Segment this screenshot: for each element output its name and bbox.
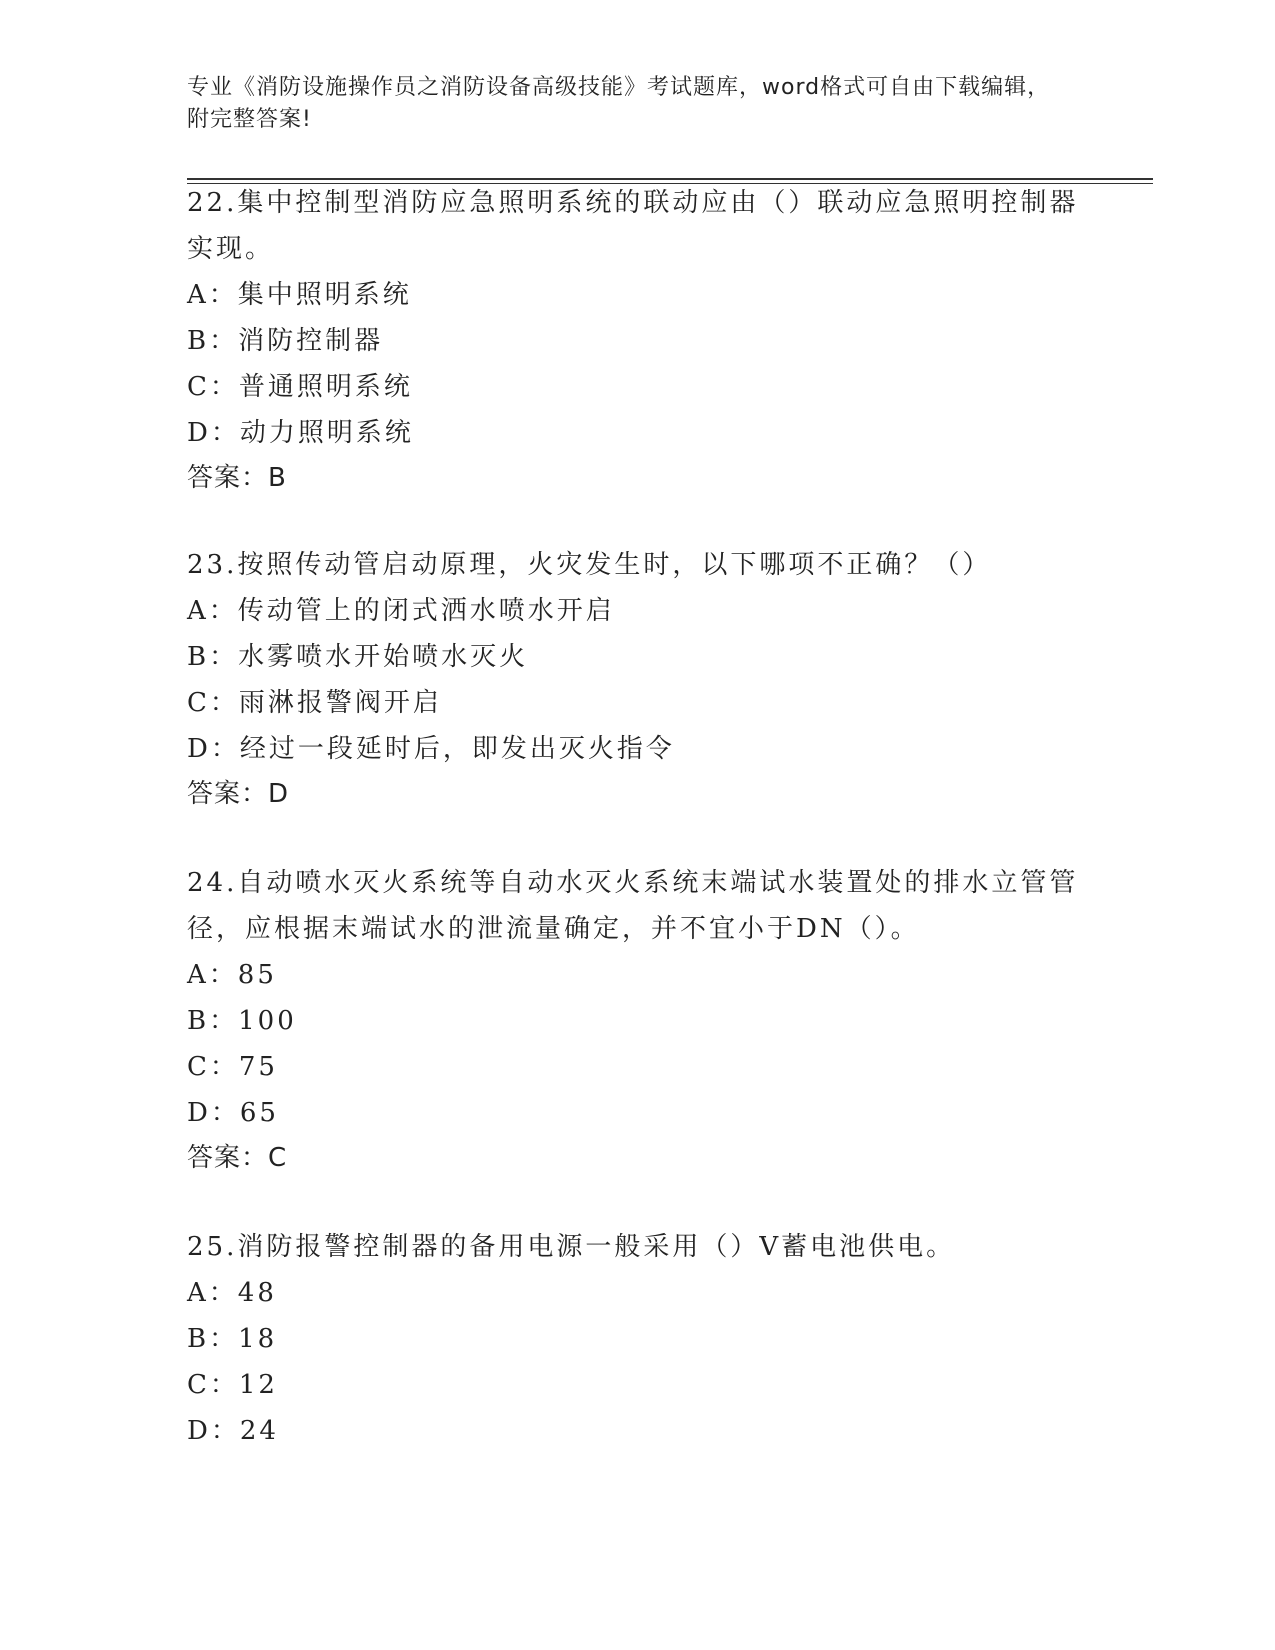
question-23 [187,542,1087,816]
option-d: D：动力照明系统 [187,418,414,448]
option-a: A：集中照明系统 [187,280,412,310]
option-d: D：24 [187,1416,279,1446]
answer: 答案：C [187,1143,288,1173]
question-stem: 22.集中控制型消防应急照明系统的联动应由（）联动应急照明控制器实现。 [187,188,1079,264]
question-25 [187,1224,1087,1454]
question-24 [187,860,1087,1180]
option-c: C：雨淋报警阀开启 [187,688,442,718]
option-a: A：48 [187,1278,277,1308]
question-stem: 24.自动喷水灭火系统等自动水灭火系统末端试水装置处的排水立管管径，应根据末端试水的泄流量确定，并不宜小于DN（）。 [187,868,1079,944]
option-c: C：普通照明系统 [187,372,413,402]
option-d: D：经过一段延时后，即发出灭火指令 [187,734,675,764]
option-c: C：75 [187,1052,278,1082]
answer: 答案：B [187,463,287,493]
question-stem: 23.按照传动管启动原理，火灾发生时，以下哪项不正确？（） [187,550,992,580]
option-c: C：12 [187,1370,278,1400]
option-b: B：水雾喷水开始喷水灭火 [187,642,529,672]
option-b: B：消防控制器 [187,326,384,356]
option-a: A：85 [187,960,277,990]
option-b: B：100 [187,1006,297,1036]
option-d: D：65 [187,1098,279,1128]
question-22 [187,180,1087,500]
question-stem: 25.消防报警控制器的备用电源一般采用（）V蓄电池供电。 [187,1232,956,1262]
option-a: A：传动管上的闭式洒水喷水开启 [187,596,615,626]
document-header: 专业《消防设施操作员之消防设备高级技能》考试题库，word格式可自由下载编辑，附完整答案! [187,75,1051,132]
answer: 答案：D [187,779,290,809]
option-b: B：18 [187,1324,278,1354]
